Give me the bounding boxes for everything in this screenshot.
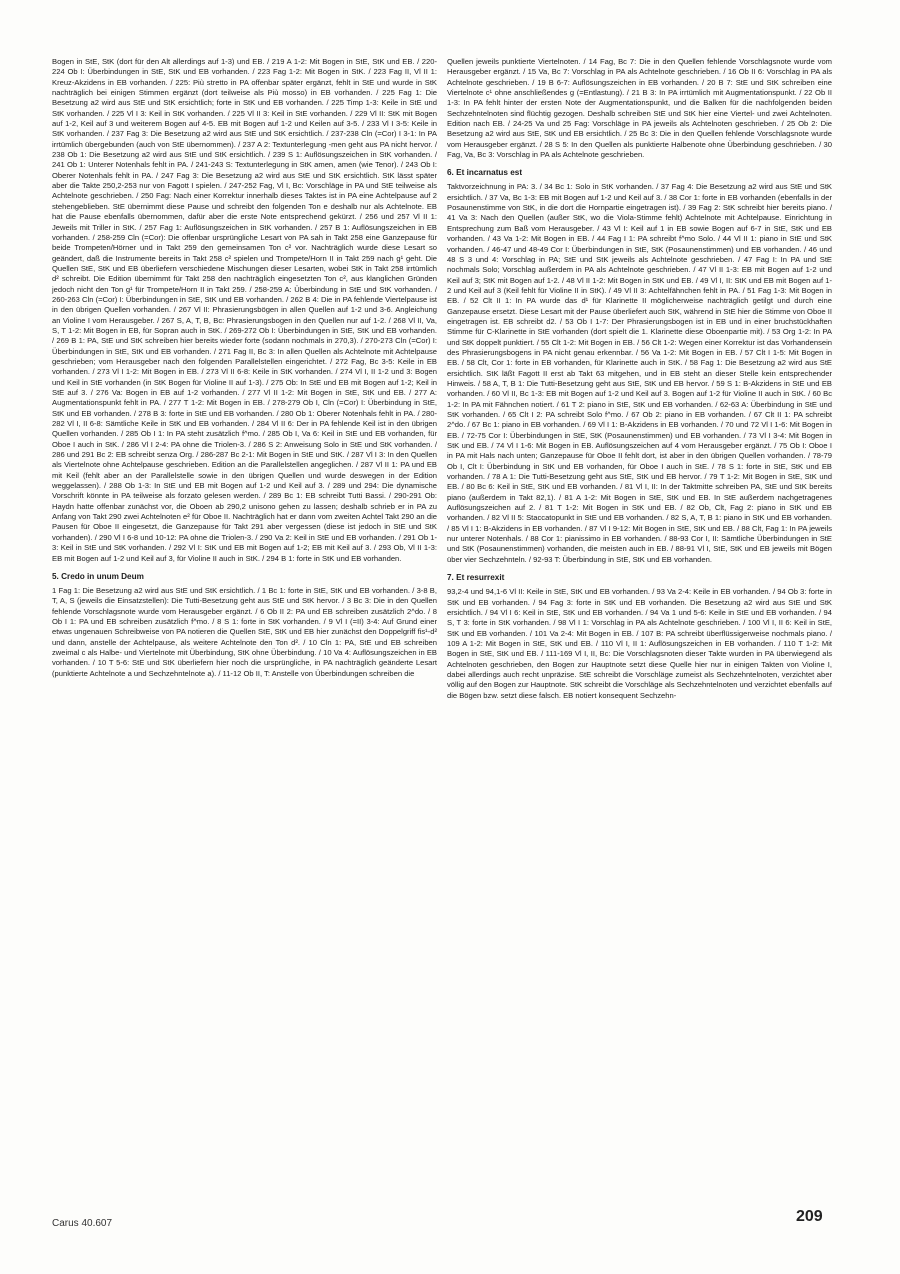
right-column xyxy=(447,57,832,701)
right-paragraph-1: Quellen jeweils punktierte Viertelnoten. / 14 Fag, Bc 7: Die in den Quellen fehlende Vorschlagsnote wurde vom Herausgeber ergänzt. / 15 Va, Bc 7: Vorschlag in PA als Achtelnote geschrieben. / 16 Ob II 6: Vorschlag in PA als Achtelnote geschrieben. / 19 B 6-7: Auflösungszeichen in EB vorhanden. / 20 B 7: StE und StK schreiben eine Viertelnote c¹ ohne anschließendes g (=Entlastung). / 21 B 3: In PA irrtümlich mit Augmentationspunkt. / 22 Ob II 1-3: In PA fehlt hinter der ersten Note der Augmentationspunkt, und die Balken für die nachfolgenden beiden Sechzehntelnoten sind flüchtig gezogen. Deshalb schreiben StE und StK hier eine Viertel- und zwei Achtelnoten. Edition nach EB. / 24-25 Va und 25 Fag: Vorschläge in PA jeweils als Achtelnoten geschrieben. / 25 Ob 2: Die Besetzung a2 wird aus StE, StK und EB ersichtlich. / 25 Bc 3: Die in den Quellen fehlende Vorschlagsnote wurde vom Herausgeber ergänzt. / 28 S 5: In den Quellen als punktierte Halbenote ohne Überbindung geschrieben. / 30 Fag, Va, Bc 3: Vorschlag in PA als Achtelnote geschrieben. xyxy=(447,57,832,160)
right-paragraph-3: 93,2-4 und 94,1-6 Vl II: Keile in StE, StK und EB vorhanden. / 93 Va 2-4: Keile in EB vorhanden. / 94 Ob 3: forte in StK und EB vorhanden. / 94 Fag 3: forte in StK und EB vorhanden. Die Besetzung a2 wird aus StE und StK ersichtlich. / 94 Vl I 6: Keil in StE, StK und EB vorhanden. / 94 Va 1 und 5-6: Keile in StE und EB vorhanden. / 94 S, T 3: forte in StK vorhanden. / 98 Vl I 1: Vorschlag in PA als Achtelnote geschrieben. / 100 Vl I, II 6: Keil in StE, StK und EB vorhanden. / 101 Va 2-4: Mit Bogen in EB. / 107 B: PA schreibt überflüssigerweise nochmals piano. / 109 A 1-2: Mit Bogen in StE, StK und EB. / 110 Vl I, II 1: Auflösungszeichen in EB vorhanden. / 110 T 1-2: Mit Bogen in StE, StK und EB. / 111-169 Vl I, II, Bc: Die Vorschlagsnoten dieser Takte wurden in PA überwiegend als Achtelnoten geschrieben, den Bogen zur Hauptnote setzt diese Quelle hier nur in einigen Takten von Violine I, dabei allerdings auch recht unpräzise. StE schreibt die Vorschläge zumeist als Sechzehntelnoten, verzichtet aber völlig auf den Bogen zur Hauptnote. StK schreibt die Vorschläge als Sechzehntelnoten und verzichtet ebenfalls auf die Bögen bzw. setzt diese falsch. EB notiert konsequent Sechzehn- xyxy=(447,587,832,700)
section-heading-et-resurrexit: 7. Et resurrexit xyxy=(447,573,505,583)
section-heading-et-incarnatus: 6. Et incarnatus est xyxy=(447,168,523,178)
page-number: 209 xyxy=(796,1208,823,1225)
section-heading-credo: 5. Credo in unum Deum xyxy=(52,571,144,581)
left-paragraph-1: Bogen in StE, StK (dort für den Alt allerdings auf 1-3) und EB. / 219 A 1-2: Mit Bogen in StE, StK und EB. / 220-224 Ob I: Überbindungen in StE, StK und EB vorhanden. / 223 Fag 1-2: Mit Bogen in StK. / 223 Fag II, Vl II 1: Kreuz-Akzidens in EB vorhanden. / 225: Più stretto in PA offenbar später ergänzt, fehlt in StE und wurde in StK nachträglich bei einigen Stimmen ergänzt (dort teilweise als Più mosso) in EB vorhanden. / 225 Fag 1: Die Besetzung a2 wird aus StE und StK ersichtlich; forte in StK und EB vorhanden. / 225 Timp 1-3: Keile in StE und StK vorhanden. / 225 Vl I 3: Keil in StK vorhanden. / 225 Vl II 3: Keil in StE vorhanden. / 229 Vl II: StK mit Bogen auf 1-2, Keil auf 3 und weiterem Bogen auf 4-5. EB mit Bogen auf 1-2 und Keilen auf 3-5. / 233 Vl I 3-5: Keile in StK vorhanden. / 237 Fag 3: Die Besetzung a2 wird aus StE und StK ersichtlich. / 237-238 Cln (=Cor) I 3-1: In PA irrtümlich übergebunden (auch von StE übernommen). / 237 A 2: Textunterlegung -men geht aus PA nicht hervor. / 238 Ob 1: Die Besetzung a2 wird aus StE und StK ersichtlich. / 239 S 1: Auflösungszeichen in StK vorhanden. / 241 Ob 1: Unterer Notenhals fehlt in PA. / 241-243 S: Textunterlegung in StK amen, amen (wie Tenor). / 243 Ob I: Oberer Notenhals fehlt in PA. / 247 Fag 3: Die Besetzung a2 wird aus StE und StK ersichtlich. StK lässt später aber die Takte 250,2-253 nur von Fagott I spielen. / 247-252 Fag, Vl I, Bc: Vorschläge in PA und StE teilweise als Achtelnote geschrieben. / 250 Fag: Nach einer Korrektur innerhalb dieses Taktes ist in PA eine Achtelpause auf 2 stehengeblieben. StE übernimmt diese Pause und schreibt den folgenden Ton e deshalb nur als Achtelnote. EB hat die Pause ebenfalls übernommen, dafür aber die erste Note entsprechend gekürzt. / 256 und 257 Vl II 1: Jeweils mit Triller in StK. / 257 Fag 1: Auflösungszeichen in StK vorhanden. / 257 B 1: Auflösungszeichen in EB vorhanden. / 258-259 Cln (=Cor): Die offenbar ursprüngliche Lesart von PA sah in Takt 258 eine Ganzepause für beide Trompeten/Hörner und in Takt 259 den gemeinsamen Ton c² vor. Nachträglich wurde diese Lesart so geändert, daß die Instrumente bereits in Takt 258 c² spielen und Trompete/Horn II in Takt 259 nach g¹ geht. Die Quellen StE, StK und EB überliefern verschiedene Mischungen dieser Lesarten, wobei StK in Takt 258 irrtümlich d² schreibt. Die Edition übernimmt für Takt 258 den nachträglich eingesetzten Ton c², aus klanglichen Gründen jedoch nicht den Ton g¹ für Trompete/Horn II in Takt 259. / 258-259 A: Überbindung in StE und StK vorhanden. / 260-263 Cln (=Cor) I: Überbindungen in StE, StK und EB vorhanden. / 262 B 4: Die in PA fehlende Viertelpause ist in den übrigen Quellen vorhanden. / 267 Vl II: Phrasierungsbögen in allen Quellen auf 1-2 und 3-6. Angleichung an Violine I vom Herausgeber. / 267 S, A, T, B, Bc: Phrasierungsbogen in den Quellen nur auf 1-2. / 268 Vl II, Va, S, T 1-2: Mit Bogen in EB, für Sopran auch in StK. / 269-272 Ob I: Überbindungen in StE, StK und EB vorhanden. / 269 B 1: PA, StE und StK schreiben hier bereits wieder forte (sodann nochmals in 270,3). / 270-273 Cln (=Cor) I: Überbindungen in StE, StK und EB vorhanden. / 271 Fag II, Bc 3: In allen Quellen als Achtelnote mit Achtelpause geschrieben; vom Herausgeber nach den folgenden Parallelstellen eingerichtet. / 272 Fag, Bc 3-5: Keile in EB vorhanden. / 273 Vl I 1-2: Mit Bogen in EB. / 273 Vl II 6-8: Keile in StK vorhanden. / 274 Vl I, II 1-2 und 3: Bogen und Keil in StE vorhanden (in StK Bogen für Violine II auf 1-3). / 275 Ob: In StE und EB mit Bogen auf 1-2; Keil in StE auf 3. / 276 Va: Bogen in EB auf 1-2 vorhanden. / 277 Vl II 1-2: Mit Bogen in StE, StK und EB. / 277 A: Augmentationspunkt fehlt in PA. / 277 T 1-2: Mit Bogen in EB. / 278-279 Ob I, Cln (=Cor) I: Überbindung in StE, StK und EB vorhanden. / 278 B 3: forte in StE und EB vorhanden. / 280 Ob 1: Oberer Notenhals fehlt in PA. / 280-282 Vl I, II 6-8: Sämtliche Keile in StK und EB vorhanden. / 284 Vl II 6: Der in PA fehlende Keil ist in den übrigen Quellen vorhanden. / 285 Ob I 1: In PA steht zusätzlich f^mo. / 285 Ob I, Va 6: Keil in StE und EB vorhanden, für Oboe I auch in StK. / 286 Vl I 2-4: PA ohne die Triolen-3. / 286 S 2: Anweisung Solo in StE und StK vorhanden. / 286 und 291 Bc 2: EB schreibt senza Org. / 286-287 Bc 2-1: Mit Bogen in StE und StK. / 287 Vl I 3: In den Quellen als Viertelnote ohne Achtelpause geschrieben. Edition an die Parallelstellen angeglichen. / 287 Vl II 1: PA und EB mit Keil (fehlt aber an der Parallelstelle sowie in den übrigen Quellen und wurde deswegen in der Edition weggelassen). / 288 Ob 1-3: In StE und EB mit Bogen auf 1-2 und Keil auf 3. / 289 und 294: Die dynamische Vorschrift könnte in PA teilweise als forzato gelesen werden. / 289 Bc 1: EB schreibt Tutti Bassi. / 290-291 Ob: Haydn hatte offenbar zunächst vor, die Oboen ab 290,2 unisono gehen zu lassen; deshalb schrieb er in PA zu Anfang von Takt 290 zwei Achtelnoten e² für Oboe II. Nachträglich hat er dann vom zweiten Achtel Takt 290 an die Pausen für Oboe II eingesetzt, die Ganzepause für Takt 291 aber vergessen (diese ist jedoch in StE und StK vorhanden). / 290 Vl I 6-8 und 10-12: PA ohne die Triolen-3. / 290 Va 2: Keil in StE und EB vorhanden. / 291 Ob 1-3: Keil in StE und StK vorhanden. / 292 Vl I: StK und EB mit Bogen auf 1-2; EB mit Keil auf 3. / 293 Ob, Vl II 1-3: EB mit Bogen auf 1-2 und Keil auf 3, für Violine II auch in StK. / 294 B 1: forte in StK und EB vorhanden. xyxy=(52,57,437,563)
left-paragraph-2: 1 Fag 1: Die Besetzung a2 wird aus StE und StK ersichtlich. / 1 Bc 1: forte in StE, StK und EB vorhanden. / 3-8 B, T, A, S (jeweils die Einsatzstellen): Die Tutti-Besetzung geht aus StE und StK hervor. / 3 Bc 3: Die in den Quellen fehlende Vorschlagsnote wurde vom Herausgeber ergänzt. / 6 Ob II 2: PA und EB schreiben zusätzlich 2^do. / 8 Ob I 1: PA und EB schreiben zusätzlich f^mo. / 8 S 1: forte in StK vorhanden. / 9 Vl I (=II) 3-4: Auf Grund einer etwas ungenauen Schreibweise von PA notieren die Quellen StE, StK und EB hier zunächst den Doppelgriff fis¹-d² und dann, anstelle der Achtelpause, als weitere Achtelnote den Ton d². / 10 Cln 1: PA, StE und EB schreiben zweimal c als Halbe- und Viertelnote mit Überbindung, StK ohne Überbindung. / 10 Va 4: Auflösungszeichen in EB vorhanden. / 10 T 5-6: StE und StK überliefern hier noch die ursprüngliche, in PA nachträglich geänderte Lesart (punktierte Achtelnote a und Sechzehntelnote a). / 11-12 Ob II, T: Anstelle von Überbindungen schreiben die xyxy=(52,585,437,678)
left-column xyxy=(52,57,437,679)
right-paragraph-2: Taktvorzeichnung in PA: 3. / 34 Bc 1: Solo in StK vorhanden. / 37 Fag 4: Die Besetzung a2 wird aus StE und StK ersichtlich. / 37 Va, Bc 1-3: EB mit Bogen auf 1-2 und Keil auf 3. / 38 Cor 1: forte in EB vorhanden (ebenfalls in der Posaunenstimme von StK, in die dort die Hornpartie eingetragen ist). / 39 Fag 2: StK schreibt hier bereits piano. / 41 Va 3: Nach den Quellen (außer StK, wo die Viola-Stimme fehlt) Achtelnote mit Achtelpause. Einrichtung in Entsprechung zum Baß vom Herausgeber. / 43 Vl I: Keil auf 1 in EB sowie Bogen auf 6-7 in StE, StK und EB vorhanden. / 43 Va 1-2: Mit Bogen in EB. / 44 Fag I 1: PA schreibt f^mo Solo. / 44 Vl II 1: piano in StE und StK vorhanden. / 46-47 und 48-49 Cor I: Überbindungen in StE, StK (Posaunenstimmen) und EB vorhanden. / 46 und 48 S 3 und 4: Vorschlag in PA; StE und StK jeweils als Achtelnote geschrieben. / 47 Fag I: In PA und StE nochmals Solo; Vorschlag außerdem in PA als Achtelnote geschrieben. / 47 Vl II 1-3: EB mit Bogen auf 1-2 und Keil auf 3; StK mit Bogen auf 1-2. / 48 Vl II 1-2: Mit Bogen in StK und EB. / 49 Vl I, II: StK und EB mit Bogen auf 1-2 und Keil auf 3 (Keil fehlt für Violine II in StK). / 49 Vl II 3: Achtelfähnchen fehlt in PA. / 51 Fag 1-3: Mit Bogen in EB. / 52 Clt II 1: In PA wurde das d¹ für Klarinette II möglicherweise nachträglich getilgt und durch eine Ganzepause ersetzt. Diese Lesart mit der Pause überliefert auch StK, während in StE hier die Stimme von Oboe II eingetragen ist. EB schreibt d2. / 53 Ob I 1-7: Der Phrasierungsbogen ist in EB und in einer bruchstückhaften Stimme für C-Klarinette in StE vorhanden (dort spielt die 1. Klarinette diese Oboenpartie mit). / 53 Org 1-2: In PA und StK doppelt punktiert. / 55 Clt 1-2: Mit Bogen in EB. / 56 Clt 1-2: Wegen einer Korrektur ist das Vorhandensein des Phrasierungsbogens in PA nicht genau erkennbar. / 56 Va 1-2: Mit Bogen in EB. / 57 Clt I 1-5: Mit Bogen in EB. / 58 Clt, Cor 1: forte in EB vorhanden, für Klarinette auch in StK. / 58 Fag 1: Die Besetzung a2 wird aus StE ersichtlich. StK läßt Fagott II erst ab Takt 63 mitgehen, und in EB steht an dieser Stelle kein entsprechender Hinweis. / 58 A, T, B 1: Die Tutti-Besetzung geht aus StE, StK und EB hervor. / 59 S 1: B-Akzidens in StE und EB vorhanden. / 60 Vl II, Bc 1-3: EB mit Bogen auf 1-2 und Keil auf 3. Bogen auf 1-2 für Violine II auch in StK. / 60 Bc 1-2: In PA mit Fähnchen notiert. / 61 T 2: piano in StE, StK und EB vorhanden. / 62-63 A: Überbindung in StE und StK vorhanden. / 65 Clt I 2: PA schreibt Solo f^mo. / 67 Ob 2: piano in EB vorhanden. / 67 Clt II 1: PA schreibt 2^do. / 67 Bc 1: piano in EB vorhanden. / 69 Vl I 1: B-Akzidens in EB vorhanden. / 70 und 72 Vl I 1-6: Mit Bogen in EB. / 72-75 Cor I: Überbindungen in StE, StK (Posaunenstimmen) und EB vorhanden. / 73 Vl I 3-4: Mit Bogen in StK und EB. / 74 Vl I 1-6: Mit Bogen in EB. Auflösungszeichen auf 4 vom Herausgeber ergänzt. / 75 Ob I: Oboe I in PA mit Hals nach unten; Ganzepause für Oboe II fehlt dort, ist aber in den übrigen Quellen vorhanden. / 78-79 Ob I, Clt I: Überbindung in StK und EB vorhanden, für Oboe I auch in StE. / 78 S 1: forte in StE, StK und EB vorhanden. / 78 A 1: Die Tutti-Besetzung geht aus StE, StK und EB hervor. / 79 T 1-2: Mit Bogen in StE, StK und EB. / 80 Bc 6: Keil in StE, StK und EB vorhanden. / 81 Vl I, II: In der Taktmitte schreiben PA, StE und StK bereits piano (außerdem in Takt 82,1). / 81 A 1-2: Mit Bogen in StE, StK und EB. In StE außerdem nachgetragenes Auflösungszeichen auf 2. / 81 T 1-2: Mit Bogen in StK und EB. / 82 Ob, Clt, Fag 2: piano in StK und EB vorhanden. / 82 Vl II 5: Staccatopunkt in StE und EB vorhanden. / 82 S, A, T, B 1: piano in StK und EB vorhanden. / 85 Vl I 1: B-Akzidens in EB vorhanden. / 87 Vl I 9-12: Mit Bogen in StE, StK und EB. / 88 Clt, Fag 1: In PA jeweils nur unterer Notenhals. / 88 Cor 1: pianissimo in EB vorhanden. / 88-93 Cor I, II: Sämtliche Überbindungen in StE und StK (Posaunenstimmen) vorhanden, die meisten auch in EB. / 88-91 Vl I, StE, StK und EB jeweils mit Bögen über vier Sechzehnteln. / 92-93 T: Überbindung in StE, StK und EB vorhanden. xyxy=(447,182,832,564)
publisher-code: Carus 40.607 xyxy=(52,1218,113,1229)
